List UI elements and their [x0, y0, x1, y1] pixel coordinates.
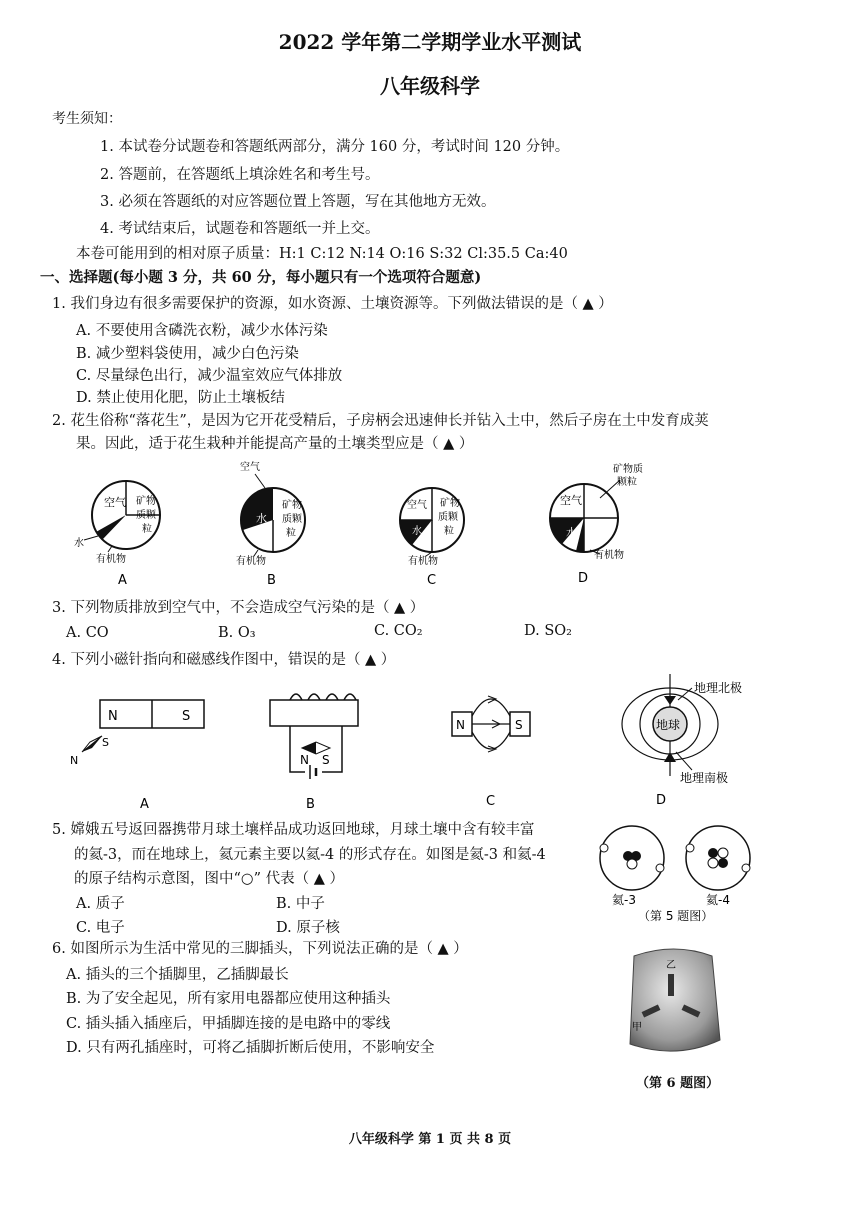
q2-option-b: B: [267, 573, 276, 588]
pin-yi-label: 乙: [666, 960, 676, 971]
q6-plug-photo: [620, 944, 730, 1064]
helium-3-atom: [600, 826, 664, 907]
q4-stem: 4. 下列小磁针指向和磁感线作图中，错误的是（ ▲ ）: [52, 652, 396, 668]
q5-option-a: A. 质子: [76, 896, 125, 912]
q5-stem-line3: 的原子结构示意图，图中“○” 代表（ ▲ ）: [74, 871, 344, 887]
label-organic: 有机物: [96, 554, 126, 565]
q5-caption: （第 5 题图）: [638, 909, 714, 923]
label-mineral: 矿物: [136, 496, 156, 507]
q5-option-d: D. 原子核: [276, 920, 340, 936]
q1-stem: 1. 我们身边有很多需要保护的资源，如水资源、土壤资源等。下列做法错误的是（ ▲ ）: [52, 296, 613, 312]
geo-south-label: 地理南极: [680, 771, 729, 785]
notice-heading: 考生须知：: [52, 111, 122, 127]
label-water: 水: [256, 512, 267, 525]
label-mineral: 矿物质: [613, 464, 643, 475]
soil-pie-d: [550, 462, 643, 586]
q6-option-d: D. 只有两孔插座时，可将乙插脚折断后使用，不影响安全: [66, 1040, 435, 1056]
page-footer: 八年级科学 第 1 页 共 8 页: [348, 1132, 512, 1147]
label-organic: 有机物: [408, 556, 438, 567]
svg-text:N: N: [300, 753, 309, 767]
q4-option-d: D: [656, 793, 667, 808]
magnet-diagram-a: [70, 700, 204, 812]
q6-stem: 6. 如图所示为生活中常见的三脚插头，下列说法正确的是（ ▲ ）: [52, 941, 468, 957]
q5-helium-atom-diagram: [590, 820, 770, 924]
soil-pie-c: [400, 488, 464, 588]
section-heading: 一、选择题(每小题 3 分，共 60 分，每小题只有一个选项符合题意): [40, 269, 482, 286]
label-water: 水: [566, 526, 577, 539]
notice-item: 2. 答题前，在答题纸上填涂姓名和考生号。: [100, 167, 380, 183]
svg-text:N: N: [456, 718, 465, 732]
label-organic: 有机物: [594, 550, 624, 561]
geo-north-label: 地理北极: [694, 681, 743, 695]
q6-option-a: A. 插头的三个插脚里，乙插脚最长: [66, 967, 289, 983]
label-water: 水: [74, 538, 84, 549]
svg-text:S: S: [102, 736, 109, 749]
q1-option-d: D. 禁止使用化肥，防止土壤板结: [76, 390, 285, 406]
q2-option-d: D: [578, 571, 589, 586]
q4-option-c: C: [486, 794, 496, 809]
q5-option-b: B. 中子: [276, 896, 325, 912]
q2-option-a: A: [118, 573, 127, 588]
q3-option-d: D. SO₂: [524, 623, 572, 639]
q1-option-b: B. 减少塑料袋使用，减少白色污染: [76, 346, 299, 362]
helium-4-atom: [686, 826, 750, 907]
svg-text:S: S: [322, 753, 330, 767]
earth-label: 地球: [656, 718, 681, 732]
pin-jia-label: 甲: [632, 1022, 642, 1033]
notice-item: 4. 考试结束后，试题卷和答题纸一并上交。: [100, 221, 380, 237]
q2-stem-line1: 2. 花生俗称“落花生”，是因为它开花受精后，子房柄会迅速伸长并钻入土中，然后子房在土中发育成荚: [52, 413, 709, 429]
q5-option-c: C. 电子: [76, 920, 125, 936]
label-mineral: 矿物: [440, 498, 460, 509]
q3-option-c: C. CO₂: [374, 623, 423, 639]
q5-stem-line1: 5. 嫦娥五号返回器携带月球土壤样品成功返回地球，月球土壤中含有较丰富: [52, 822, 535, 838]
q3-option-b: B. O₃: [218, 625, 256, 641]
q3-option-a: A. CO: [66, 625, 109, 641]
q4-option-b: B: [306, 797, 315, 812]
magnet-diagram-c: [452, 696, 530, 809]
q6-option-c: C. 插头插入插座后，甲插脚连接的是电路中的零线: [66, 1016, 391, 1032]
q5-stem-line2: 的氦-3，而在地球上，氦元素主要以氦-4 的形式存在。如图是氦-3 和氦-4: [74, 847, 546, 863]
q2-stem-line2: 果。因此，适于花生栽种并能提高产量的土壤类型应是（ ▲ ）: [76, 436, 474, 452]
q3-stem: 3. 下列物质排放到空气中，不会造成空气污染的是（ ▲ ）: [52, 600, 425, 616]
svg-text:S: S: [515, 718, 523, 732]
soil-pie-b: [236, 460, 305, 588]
label-mineral: 质颗: [136, 510, 156, 521]
exam-title: 2022 学年第二学期学业水平测试: [278, 30, 582, 54]
q6-caption: （第 6 题图）: [636, 1076, 720, 1091]
label-mineral: 粒: [142, 524, 152, 535]
label-mineral: 质颗: [438, 512, 458, 523]
svg-text:N: N: [108, 709, 118, 724]
notice-item: 3. 必须在答题纸的对应答题位置上答题，写在其他地方无效。: [100, 194, 496, 210]
q6-option-b: B. 为了安全起见，所有家用电器都应使用这种插头: [66, 991, 391, 1007]
q1-option-a: A. 不要使用含磷洗衣粉，减少水体污染: [76, 323, 328, 339]
q2-option-c: C: [427, 573, 437, 588]
q1-option-c: C. 尽量绿色出行，减少温室效应气体排放: [76, 368, 343, 384]
label-mineral: 矿物: [282, 500, 302, 511]
exam-subject: 八年级科学: [380, 74, 480, 98]
magnet-diagram-d: [622, 674, 742, 808]
magnet-diagram-b: [270, 694, 358, 812]
label-air: 空气: [560, 494, 582, 507]
q2-soil-pie-diagrams: [60, 458, 720, 588]
he4-label: 氦-4: [706, 893, 730, 907]
atomic-masses: 本卷可能用到的相对原子质量：H:1 C:12 N:14 O:16 S:32 Cl:35.5 Ca:40: [76, 246, 568, 262]
label-air: 空气: [240, 462, 260, 473]
label-mineral: 质颗: [282, 514, 302, 525]
label-air: 空气: [407, 500, 427, 511]
label-mineral: 颗粒: [617, 477, 637, 488]
label-air: 空气: [104, 496, 126, 509]
svg-text:S: S: [182, 709, 191, 724]
label-mineral: 粒: [444, 526, 454, 537]
label-organic: 有机物: [236, 556, 266, 567]
label-mineral: 粒: [286, 528, 296, 539]
he3-label: 氦-3: [612, 893, 636, 907]
notice-item: 1. 本试卷分试题卷和答题纸两部分，满分 160 分，考试时间 120 分钟。: [100, 139, 570, 155]
q4-option-a: A: [140, 797, 149, 812]
q4-magnet-diagrams: [60, 672, 780, 812]
soil-pie-a: [74, 481, 160, 588]
svg-text:N: N: [70, 754, 79, 767]
label-water: 水: [412, 526, 422, 537]
